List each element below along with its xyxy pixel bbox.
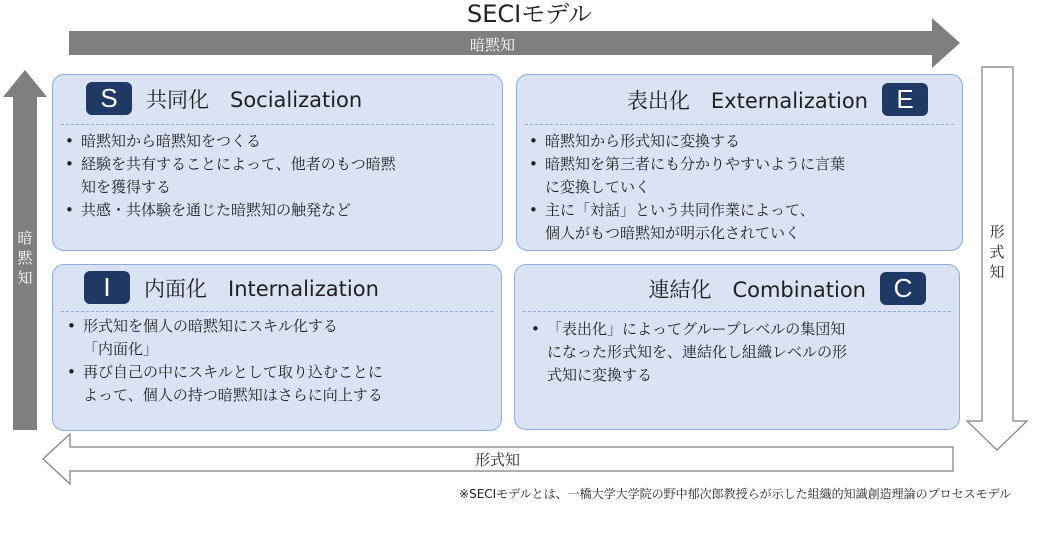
list-item: • 形式知を個人の暗黙知にスキル化する 「内面化」 — [61, 315, 383, 361]
points-list-c — [525, 318, 847, 387]
list-item: • 再び自己の中にスキルとして取り込むことに よって、個人の持つ暗黙知はさらに向上する — [61, 361, 383, 407]
quadrant-externalization — [516, 74, 963, 251]
list-item: • 暗黙知を第三者にも分かりやすいように言葉 に変換していく — [523, 153, 845, 199]
left-arrow-label — [15, 228, 35, 288]
badge-c: C — [880, 272, 926, 305]
left-arrow-char: 黙 — [17, 249, 33, 267]
quadrant-heading-i — [84, 271, 379, 304]
quadrant-socialization — [52, 74, 503, 251]
right-arrow-label — [987, 222, 1007, 282]
heading-text-e: 表出化 Externalization — [626, 88, 868, 113]
right-arrow-char: 知 — [989, 263, 1005, 281]
footnote: ※SECIモデルとは、一橋大学大学院の野中郁次郎教授らが示した組織的知識創造理論のプロセスモデル — [459, 487, 1011, 501]
list-item: • 主に「対話」という共同作業によって、 個人がもつ暗黙知が明示化されていく — [523, 199, 845, 245]
points-list-s — [59, 130, 396, 222]
heading-text-i: 内面化 Internalization — [144, 276, 379, 301]
diagram-title: SECIモデル — [466, 0, 593, 28]
list-item: • 「表出化」によってグループレベルの集団知 になった形式知を、連結化し組織レベルの形 式知に変換する — [525, 318, 847, 387]
quadrant-heading-s — [86, 82, 362, 115]
badge-s: S — [86, 82, 132, 115]
quadrant-internalization — [52, 264, 502, 431]
top-arrow-label: 暗黙知 — [470, 36, 516, 54]
divider — [525, 124, 954, 125]
right-arrow-char: 式 — [989, 243, 1005, 261]
list-item: • 経験を共有することによって、他者のもつ暗黙 知を獲得する — [59, 153, 396, 199]
badge-i: I — [84, 271, 130, 304]
quadrant-heading-e — [627, 83, 928, 116]
divider — [61, 311, 493, 312]
left-arrow-char: 知 — [17, 269, 33, 287]
badge-e: E — [882, 83, 928, 116]
divider — [61, 124, 494, 125]
list-item: • 共感・共体験を通じた暗黙知の触発など — [59, 199, 396, 222]
right-arrow-char: 形 — [989, 223, 1005, 241]
bottom-arrow-label: 形式知 — [475, 451, 521, 469]
list-item: • 暗黙知から暗黙知をつくる — [59, 130, 396, 153]
heading-text-s: 共同化 Socialization — [146, 87, 363, 112]
divider — [523, 311, 951, 312]
points-list-i — [61, 315, 383, 407]
quadrant-heading-c — [648, 272, 926, 305]
left-arrow-char: 暗 — [17, 229, 33, 247]
quadrant-combination — [514, 264, 960, 430]
points-list-e — [523, 130, 845, 245]
list-item: • 暗黙知から形式知に変換する — [523, 130, 845, 153]
heading-text-c: 連結化 Combination — [648, 277, 866, 302]
